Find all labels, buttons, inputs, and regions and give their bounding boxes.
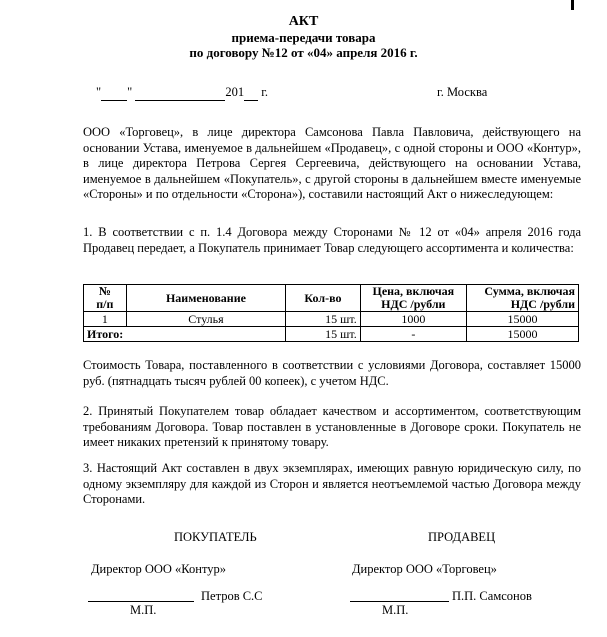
row-qty: 15 шт.: [286, 312, 361, 327]
row-sum: 15000: [466, 312, 578, 327]
total-qty: 15 шт.: [286, 327, 361, 342]
row-price: 1000: [360, 312, 466, 327]
seller-name: П.П. Самсонов: [452, 589, 532, 603]
header-name: Наименование: [126, 285, 285, 312]
scroll-indicator[interactable]: [571, 0, 574, 10]
date-line: [96, 85, 268, 101]
header-price-line2: НДС /рубли: [381, 297, 446, 311]
clause-3-text: 3. Настоящий Акт составлен в двух экземплярах, имеющих равную юридическую силу, по одному экземпляру для каждой из Сторон и является неотъемлемой частью Договора между Сторонами.: [83, 461, 581, 506]
year-prefix: 201: [225, 85, 245, 99]
row-num: 1: [84, 312, 127, 327]
buyer-stamp-label: М.П.: [130, 603, 157, 617]
clause-1: [83, 225, 581, 256]
date-quote-open: ": [96, 85, 102, 99]
table-total-row: [84, 327, 579, 342]
header-sum-line2: НДС /рубли: [510, 297, 575, 311]
table-row: [84, 312, 579, 327]
year-suffix: г.: [258, 85, 269, 99]
header-price-line1: Цена, включая: [372, 284, 455, 298]
intro-text: ООО «Торговец», в лице директора Самсонова Павла Павловича, действующего на основании Устава, именуемое в дальнейшем «Продавец», с одной стороны и ООО «Контур», в лице директора Петрова Сергея Сергеевича, действующего на основании Устава, именуемое в дальнейшем «Покупатель», с другой стороны в дальнейшем вместе именуемые «Стороны» и по отдельности «Сторона»), составили настоящий Акт о нижеследующем:: [83, 125, 581, 201]
doc-title: АКТ: [288, 14, 319, 29]
clause-1-text: 1. В соответствии с п. 1.4 Договора между Сторонами № 12 от «04» апреля 2016 года Продавец передает, а Покупатель принимает Товар следующего ассортимента и количества:: [83, 225, 581, 255]
city: г. Москва: [437, 85, 488, 99]
buyer-signature-line[interactable]: [88, 601, 194, 602]
total-name-cell: [126, 327, 285, 342]
cost-paragraph: [83, 358, 581, 389]
header-num: [84, 285, 127, 312]
seller-stamp-label: М.П.: [382, 603, 409, 617]
header-qty: Кол-во: [286, 285, 361, 312]
total-label: Итого:: [84, 327, 127, 342]
clause-2-text: 2. Принятый Покупателем товар обладает качеством и ассортиментом, соответствующим требованиям Договора. Товар поставлен в установленные в Договоре сроки. Покупатель не имеет никаких претензий к принятому товару.: [83, 404, 581, 449]
total-price: -: [360, 327, 466, 342]
buyer-name: Петров С.С: [201, 589, 263, 603]
month-blank[interactable]: [135, 85, 225, 101]
goods-table: [83, 284, 579, 342]
header-num-line2: п/п: [96, 297, 114, 311]
seller-signature-line[interactable]: [350, 601, 449, 602]
header-num-line1: №: [98, 284, 111, 298]
doc-contract-line: по договору №12 от «04» апреля 2016 г.: [189, 45, 418, 60]
buyer-heading: ПОКУПАТЕЛЬ: [174, 530, 257, 544]
seller-heading: ПРОДАВЕЦ: [428, 530, 496, 544]
row-name: Стулья: [126, 312, 285, 327]
day-blank[interactable]: [101, 85, 127, 101]
header-sum-line1: Сумма, включая: [484, 284, 575, 298]
table-header-row: [84, 285, 579, 312]
doc-subtitle: приема-передачи товара: [231, 30, 376, 45]
year-blank[interactable]: [244, 85, 258, 101]
clause-2: [83, 404, 581, 451]
cost-text: Стоимость Товара, поставленного в соответствии с условиями Договора, составляет 15000 руб. (пятнадцать тысяч рублей 00 копеек), с учетом НДС.: [83, 358, 581, 388]
header-price: [360, 285, 466, 312]
seller-position: Директор ООО «Торговец»: [352, 562, 497, 576]
date-quote-close: ": [127, 85, 133, 99]
header-sum: [466, 285, 578, 312]
clause-3: [83, 461, 581, 508]
buyer-position: Директор ООО «Контур»: [91, 562, 227, 576]
total-sum: 15000: [466, 327, 578, 342]
intro-paragraph: [83, 125, 581, 203]
